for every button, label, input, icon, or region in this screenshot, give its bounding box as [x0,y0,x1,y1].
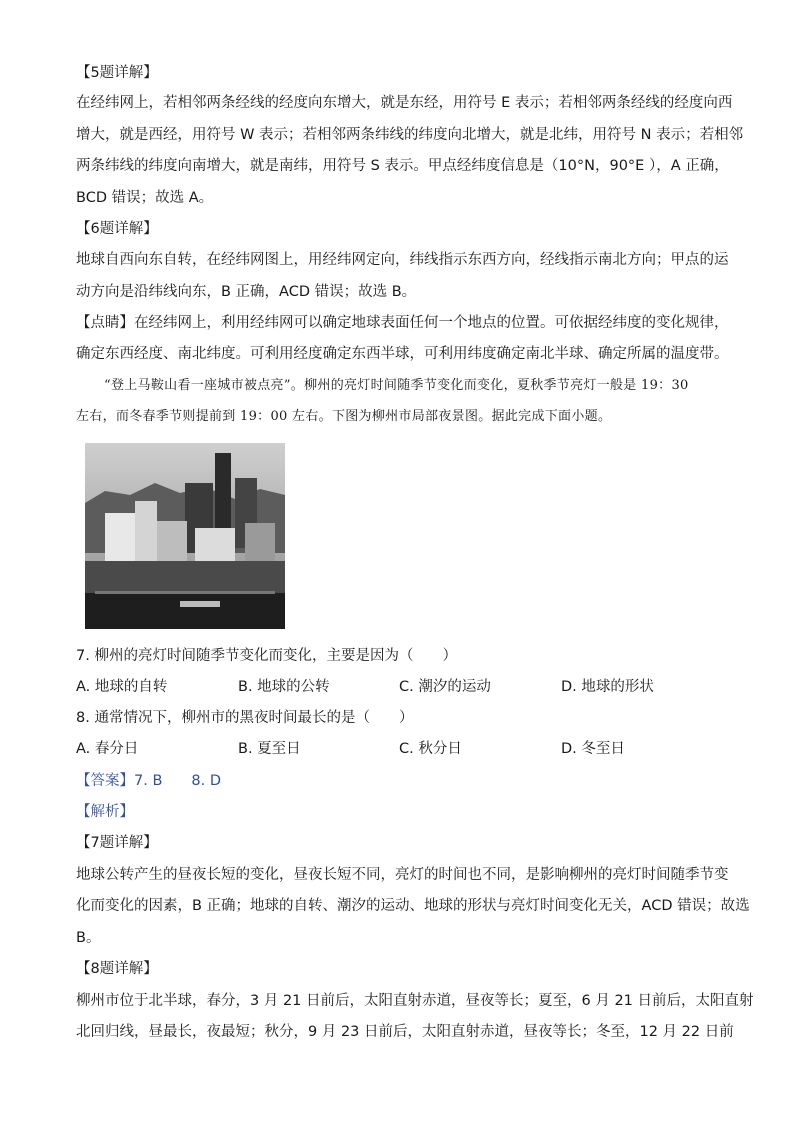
q7-option-d: D. 地球的形状 [561,679,654,695]
q7-stem: 7. 柳州的亮灯时间随季节变化而变化，主要是因为（ ） [76,648,457,664]
answer-line: 【答案】7. B 8. D [76,773,221,789]
intro-line: 左右，而冬春季节则提前到 19：00 左右。下图为柳州市局部夜景图。据此完成下面小题。 [76,409,612,424]
section5-line: BCD 错误；故选 A。 [76,190,214,206]
section7-line: 地球公转产生的昼夜长短的变化，昼夜长短不同，亮灯的时间也不同，是影响柳州的亮灯时间随季节变 [76,867,729,883]
q7-option-a: A. 地球的自转 [76,679,168,695]
section5-heading: 【5题详解】 [76,65,158,81]
q7-option-b: B. 地球的公转 [238,679,330,695]
section8-heading: 【8题详解】 [76,961,158,977]
section8-line: 北回归线，昼最长，夜最短；秋分，9 月 23 日前后，太阳直射赤道，昼夜等长；冬至，12 月 22 日前 [76,1024,734,1040]
q8-option-c: C. 秋分日 [399,741,462,757]
q8-option-d: D. 冬至日 [561,741,625,757]
section7-line: 化而变化的因素，B 正确；地球的自转、潮汐的运动、地球的形状与亮灯时间变化无关，ACD 错误；故选 [76,898,750,914]
section6-line: 地球自西向东自转，在经纬网图上，用经纬网定向，纬线指示东西方向，经线指示南北方向；甲点的运 [76,252,729,268]
q8-option-a: A. 春分日 [76,741,139,757]
q8-stem: 8. 通常情况下，柳州市的黑夜时间最长的是（ ） [76,710,414,726]
section7-heading: 【7题详解】 [76,835,158,851]
section8-line: 柳州市位于北半球，春分，3 月 21 日前后，太阳直射赤道，昼夜等长；夏至，6 月 21 日前后，太阳直射 [76,993,754,1009]
tip-line: 确定东西经度、南北纬度。可利用经度确定东西半球，可利用纬度确定南北半球、确定所属的温度带。 [76,346,729,362]
section5-line: 增大，就是西经，用符号 W 表示；若相邻两条纬线的纬度向北增大，就是北纬，用符号 N 表示；若相邻 [76,127,744,143]
q7-option-c: C. 潮汐的运动 [399,679,491,695]
intro-line: “登上马鞍山看一座城市被点亮”。柳州的亮灯时间随季节变化而变化，夏秋季节亮灯一般是 19：30 [104,378,689,393]
section5-line: 在经纬网上，若相邻两条经线的经度向东增大，就是东经，用符号 E 表示；若相邻两条经线的经度向西 [76,95,733,111]
tip-line: 【点睛】在经纬网上，利用经纬网可以确定地球表面任何一个地点的位置。可依据经纬度的变化规律， [76,315,729,331]
analysis-heading: 【解析】 [76,804,134,820]
section7-line: B。 [76,930,101,946]
section5-line: 两条纬线的纬度向南增大，就是南纬，用符号 S 表示。甲点经纬度信息是（10°N，90°E ），A 正确， [76,158,729,174]
liuzhou-night-photo [85,443,285,629]
section6-line: 动方向是沿纬线向东，B 正确，ACD 错误；故选 B。 [76,284,417,300]
q8-option-b: B. 夏至日 [238,741,301,757]
section6-heading: 【6题详解】 [76,221,158,237]
